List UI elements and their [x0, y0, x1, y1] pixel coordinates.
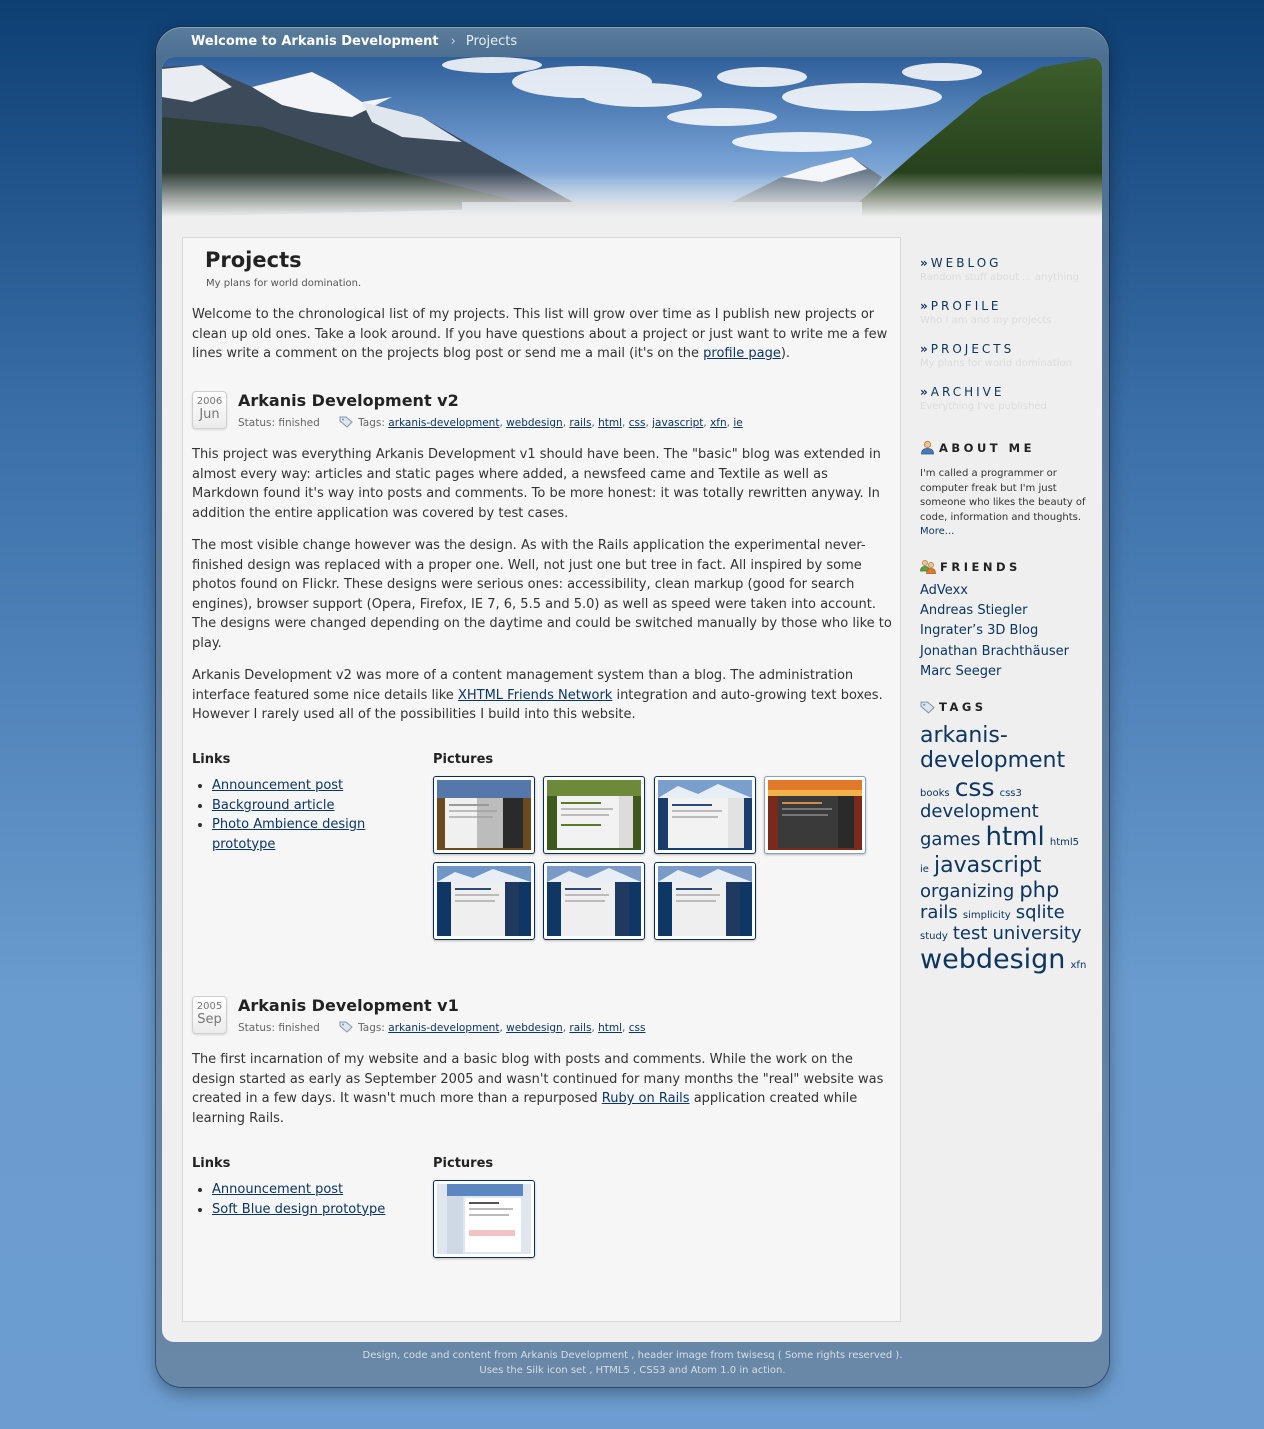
heading-text: FRIENDS [940, 560, 1021, 574]
about-more-link[interactable]: More... [920, 526, 955, 538]
screenshot-image [437, 1184, 531, 1254]
project-description [192, 666, 892, 725]
tag-cloud-link[interactable]: javascript [934, 852, 1042, 878]
nav-label-text: PROJECTS [930, 342, 1015, 356]
tag-cloud-link[interactable]: php [1019, 878, 1060, 903]
intro-text: Welcome to the chronological list of my projects. This list will grow over time as I publish new projects or clean up old ones. Take a look around. If you have questions about a project or just want to write me a few lines write a comment on the projects blog post or send me a mail (it's on the [192, 307, 888, 361]
tag-cloud-link[interactable]: xfn [1070, 960, 1087, 972]
tag-cloud-link[interactable]: css3 [999, 787, 1022, 799]
screenshot-image [547, 866, 641, 936]
date-year: 2005 [196, 1001, 223, 1012]
screenshot-thumbnail[interactable] [654, 776, 756, 854]
list-item [920, 581, 1069, 601]
project-links-list [192, 1180, 422, 1219]
tag-link[interactable]: rails [569, 1022, 592, 1034]
friend-link[interactable]: Ingrater’s 3D Blog [920, 623, 1039, 639]
tags-label: Tags: [358, 1022, 385, 1034]
tag-link[interactable]: arkanis-development [388, 1022, 500, 1034]
links-heading: Links [192, 752, 231, 767]
tag-cloud-link[interactable]: arkanis- [920, 723, 1008, 748]
project-links-list [192, 776, 422, 854]
screenshot-image [658, 780, 752, 850]
about-text: I'm called a programmer or computer freak but I'm just someone who likes the beauty of code, information and thoughts. [920, 468, 1086, 523]
header-mountain-image [162, 57, 1102, 217]
nav-label-text: WEBLOG [930, 256, 1002, 270]
background-article-link[interactable]: Background article [212, 797, 335, 813]
tag-link[interactable]: css [628, 1022, 646, 1034]
tags-heading [920, 700, 987, 714]
nav-label: » WEBLOG [920, 256, 1002, 270]
tag-icon [920, 701, 935, 714]
tag-cloud-link[interactable]: books [920, 787, 950, 799]
about-me-heading [920, 440, 1035, 455]
tag-cloud-link[interactable]: simplicity [962, 909, 1011, 921]
tag-cloud-link[interactable]: rails [920, 901, 958, 923]
tag-link[interactable]: webdesign [506, 417, 563, 429]
nav-label: » PROJECTS [920, 342, 1015, 356]
nav-description: Who I am and my projects [920, 315, 1052, 326]
friend-link[interactable]: AdVexx [920, 583, 968, 598]
tag-cloud-link[interactable]: study [920, 930, 948, 942]
paragraph-text: The first incarnation of my website and a basic blog with posts and comments. While the work on the design started as early as September 2005 and wasn't continued for many months the "real" website was created in a few days. It wasn't much more than a repurposed [192, 1052, 884, 1106]
friends-heading [920, 559, 1021, 574]
breadcrumb [191, 34, 517, 49]
friend-link[interactable]: Jonathan Brachthäuser [920, 643, 1069, 659]
tag-link[interactable]: html [598, 1022, 623, 1034]
tag-cloud-link[interactable]: games [920, 829, 981, 851]
tag-icon [339, 416, 353, 428]
nav-description: Random stuff about ... anything [920, 272, 1079, 283]
screenshot-thumbnail[interactable] [433, 776, 535, 854]
project-date-badge [192, 391, 227, 429]
ruby-on-rails-link[interactable]: Ruby on Rails [601, 1091, 690, 1106]
about-me-text [920, 467, 1090, 540]
project-status: Status: finished [238, 417, 320, 429]
screenshot-image [437, 866, 531, 936]
footer-tech: Uses the Silk icon set , HTML5 , CSS3 and Atom 1.0 in action. [479, 1365, 786, 1376]
list-item [920, 621, 1069, 641]
announcement-post-link[interactable]: Announcement post [212, 1182, 344, 1197]
tag-cloud-link[interactable]: html [985, 822, 1045, 853]
nav-label-text: ARCHIVE [930, 385, 1005, 399]
tag-cloud-link[interactable]: test [952, 922, 988, 944]
list-item [920, 601, 1069, 621]
heading-text: ABOUT ME [939, 441, 1035, 455]
screenshot-thumbnail[interactable] [433, 862, 535, 940]
project-date-badge [192, 996, 227, 1034]
paragraph-text: integration and auto-growing text boxes. However I rarely used all of the possibilities I build into this website. [192, 687, 883, 722]
list-item [212, 796, 422, 816]
tag-link[interactable]: html [598, 417, 623, 429]
screenshot-image [658, 866, 752, 936]
project-meta: Status: finished Tags: arkanis-development, webdesign, rails, html, css, javascript, xfn, ie [238, 417, 743, 429]
nav-label-text: PROFILE [930, 299, 1002, 313]
intro-paragraph [192, 305, 892, 364]
heading-text: TAGS [939, 700, 987, 714]
nav-item-archive[interactable] [920, 385, 1047, 412]
screenshot-image [547, 780, 641, 850]
breadcrumb-home-link[interactable]: Welcome to Arkanis Development [191, 34, 439, 49]
nav-description: Everything I've published [920, 401, 1047, 412]
soft-blue-link[interactable]: Soft Blue design prototype [212, 1201, 386, 1217]
nav-label: » ARCHIVE [920, 385, 1005, 399]
date-year: 2006 [196, 396, 223, 407]
tag-link[interactable]: rails [569, 417, 592, 429]
page-subtitle: My plans for world domination. [206, 278, 362, 289]
tag-cloud-link[interactable]: css [954, 772, 995, 802]
links-heading: Links [192, 1156, 231, 1171]
main-content [182, 237, 901, 1322]
friend-link[interactable]: Marc Seeger [920, 663, 1002, 679]
nav-item-weblog[interactable] [920, 256, 1079, 283]
project-meta: Status: finished Tags: arkanis-development, webdesign, rails, html, css [238, 1022, 646, 1034]
screenshot-thumbnail[interactable] [764, 776, 866, 854]
screenshot-thumbnail[interactable] [543, 776, 645, 854]
photo-ambience-link[interactable]: Photo Ambience design prototype [212, 817, 366, 852]
project-title: Arkanis Development v1 [238, 996, 459, 1015]
page-title: Projects [205, 248, 302, 272]
breadcrumb-current: Projects [465, 34, 518, 49]
list-item [920, 642, 1069, 662]
screenshot-thumbnail[interactable] [433, 1180, 535, 1258]
nav-item-projects[interactable] [920, 342, 1072, 369]
footer [156, 1348, 1109, 1378]
nav-label: » PROFILE [920, 299, 1002, 313]
group-icon [920, 559, 936, 574]
tag-cloud-link[interactable]: webdesign [920, 944, 1066, 976]
screenshot-thumbnail[interactable] [543, 862, 645, 940]
tag-cloud-link[interactable]: html5 [1049, 837, 1080, 849]
list-item [212, 776, 422, 796]
breadcrumb-separator: › [450, 34, 456, 49]
tag-link[interactable]: css [628, 417, 646, 429]
tag-cloud [920, 723, 1092, 975]
paragraph-text: application created while learning Rails. [192, 1091, 858, 1126]
page-body [162, 57, 1102, 1342]
tag-cloud-link[interactable]: organizing [920, 881, 1015, 903]
nav-item-profile[interactable] [920, 299, 1051, 326]
tags-label: Tags: [358, 417, 385, 429]
tag-link[interactable]: ie [733, 417, 743, 429]
list-item [212, 1180, 422, 1200]
footer-credits: Design, code and content from Arkanis Development , header image from twisesq ( Some rights reserved ). [362, 1350, 903, 1361]
pictures-heading: Pictures [433, 1156, 494, 1171]
date-month: Sep [197, 1012, 222, 1027]
tag-link[interactable]: xfn [710, 417, 727, 429]
tag-cloud-link[interactable]: sqlite [1015, 901, 1065, 923]
nav-description: My plans for world domination [920, 358, 1072, 369]
screenshot-image [768, 780, 862, 850]
tag-cloud-link[interactable]: development [920, 801, 1039, 823]
xfn-link[interactable]: XHTML Friends Network [457, 687, 613, 703]
project-description: The most visible change however was the design. As with the Rails application the experimental never-finished design was replaced with a proper one. Well, not just one but tree in fact. All inspired by some photos found on Flickr. These designs were serious ones: accessibility, clean markup (good for search engines), browser support (Opera, Firefox, IE 7, 6, 5.5 and 5.0) as well as speed were taken into account. The designs were changed depending on the daytime and could be switched manually by those who like to play. [192, 538, 892, 651]
tag-link[interactable]: javascript [652, 417, 704, 429]
tag-link[interactable]: arkanis-development [388, 417, 500, 429]
page-frame [156, 27, 1109, 1387]
tag-icon [339, 1021, 353, 1033]
tag-link[interactable]: webdesign [506, 1022, 563, 1034]
date-month: Jun [199, 407, 220, 422]
user-icon [920, 440, 935, 455]
screenshot-thumbnail[interactable] [654, 862, 756, 940]
profile-page-link[interactable]: profile page [703, 346, 781, 361]
project-title: Arkanis Development v2 [238, 391, 459, 410]
screenshot-image [437, 780, 531, 850]
tag-cloud-link[interactable]: ie [920, 863, 929, 875]
project-description: This project was everything Arkanis Development v1 should have been. The "basic" blog was extended in almost every way: articles and static pages where added, a newsfeed came and Textile as well as Markdown found it's way into posts and comments. To be more honest: it was totally rewritten anyway. In addition the entire application was covered by test cases. [192, 447, 881, 521]
friends-list [920, 581, 1069, 682]
project-status: Status: finished [238, 1022, 320, 1034]
pictures-heading: Pictures [433, 752, 494, 767]
tag-cloud-link[interactable]: development [920, 748, 1066, 774]
tag-cloud-link[interactable]: university [992, 922, 1082, 944]
list-item [920, 662, 1069, 682]
announcement-post-link[interactable]: Announcement post [212, 778, 344, 793]
list-item [212, 815, 422, 854]
project-description [192, 1050, 892, 1128]
intro-text-end: ). [780, 346, 791, 361]
list-item [212, 1200, 422, 1220]
friend-link[interactable]: Andreas Stiegler [920, 603, 1028, 619]
paragraph-text: Arkanis Development v2 was more of a content management system than a blog. The administration interface featured some nice details like [192, 668, 854, 703]
